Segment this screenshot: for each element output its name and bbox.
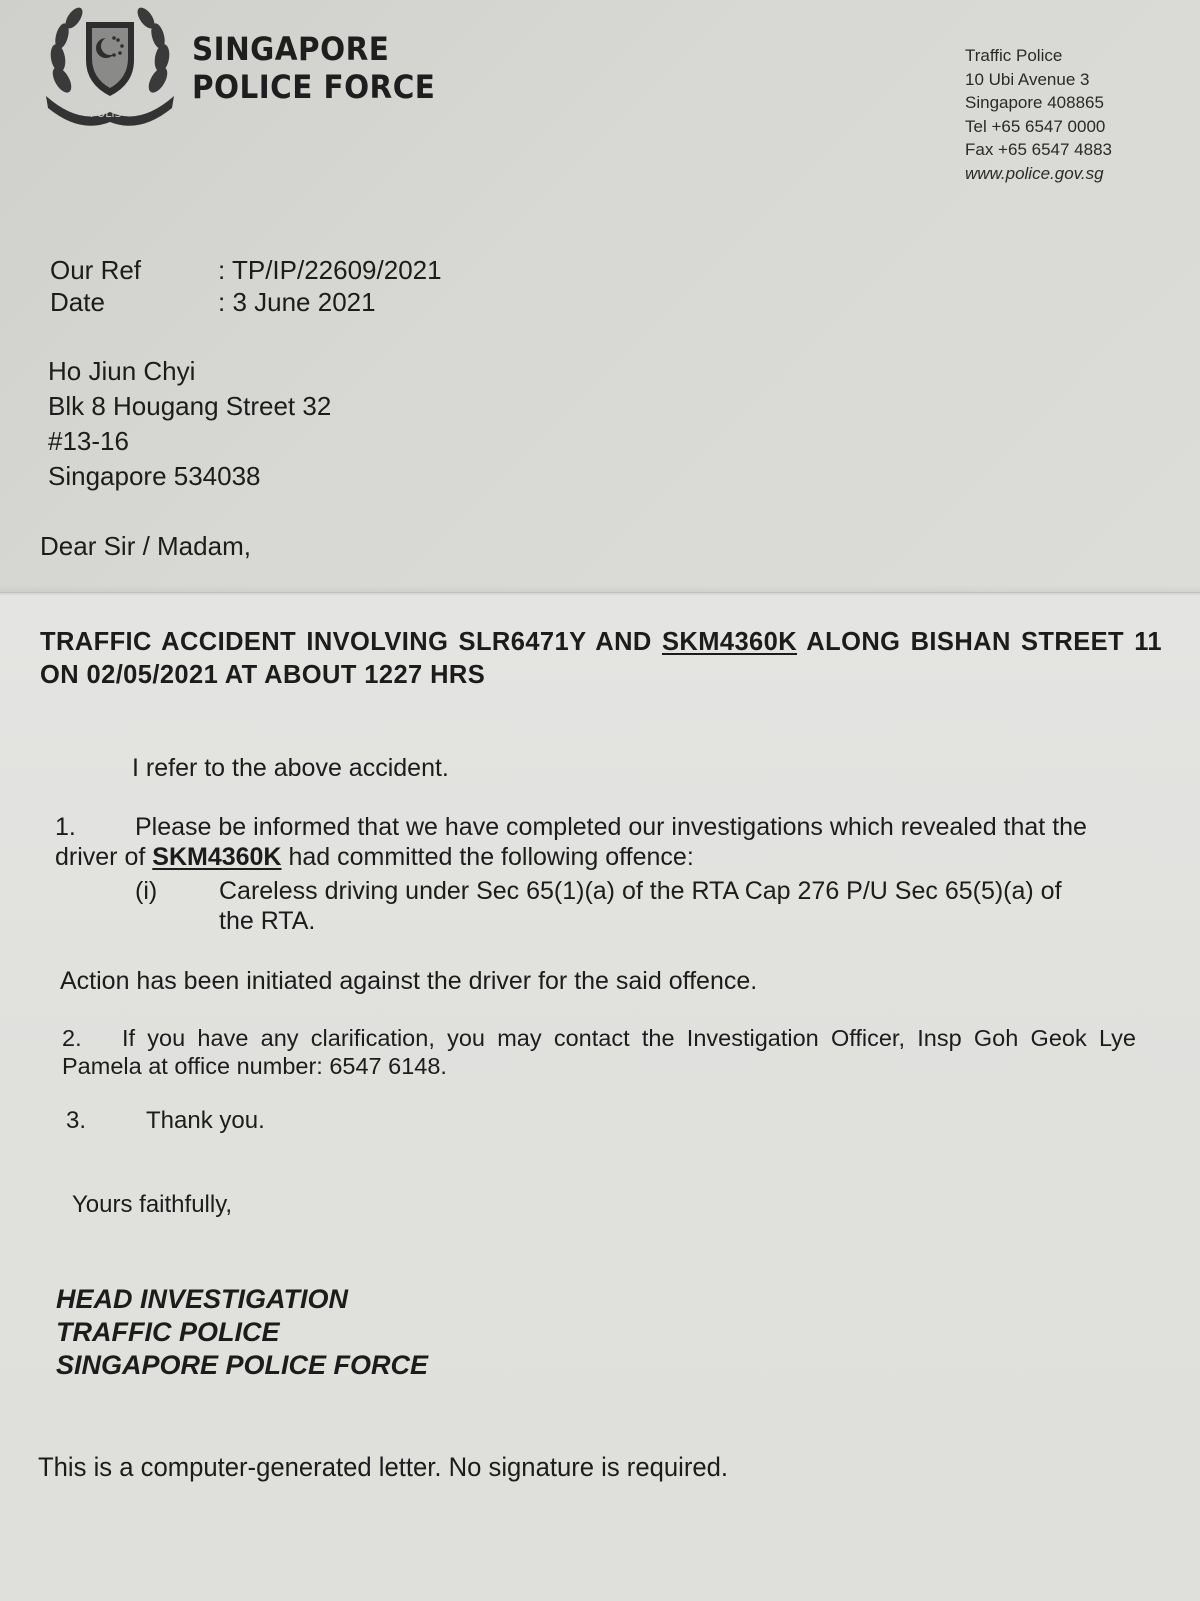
signature-line1: HEAD INVESTIGATION (56, 1284, 349, 1314)
paragraph-2-number: 2. (62, 1025, 82, 1051)
sender-dept: Traffic Police (965, 46, 1063, 65)
paragraph-1-text-b: had committed the following offence: (281, 843, 694, 871)
recipient-line2: #13-16 (48, 426, 129, 456)
signature-line2: TRAFFIC POLICE (56, 1317, 280, 1347)
sender-website: www.police.gov.sg (965, 163, 1104, 183)
signature-line3: SINGAPORE POLICE FORCE (56, 1350, 429, 1380)
paragraph-3-text: Thank you. (146, 1107, 265, 1134)
reference-block (50, 254, 442, 318)
date-value: : 3 June 2021 (218, 287, 376, 317)
page-fold-shadow (0, 585, 1200, 595)
recipient-address (48, 354, 331, 494)
org-name-line1: SINGAPORE (192, 30, 390, 68)
paragraph-1-text-a: Please be informed that we have completed our investigations which revealed that the driver of (55, 813, 1087, 871)
ref-value: : TP/IP/22609/2021 (218, 255, 442, 285)
organization-name (192, 30, 435, 106)
svg-text:POLIS: POLIS (90, 107, 122, 120)
paragraph-1-number: 1. (55, 813, 76, 841)
paragraph-refer: I refer to the above accident. (132, 754, 449, 782)
sender-city: Singapore 408865 (965, 93, 1104, 112)
ref-label: Our Ref (50, 255, 142, 285)
offence-item-text: Careless driving under Sec 65(1)(a) of the RTA Cap 276 P/U Sec 65(5)(a) of the RTA. (219, 877, 1062, 935)
signature-block (56, 1283, 428, 1382)
recipient-line3: Singapore 534038 (48, 461, 261, 491)
paragraph-action: Action has been initiated against the driver for the said offence. (60, 967, 758, 995)
paragraph-2 (62, 1024, 1136, 1080)
date-label: Date (50, 287, 105, 317)
recipient-line1: Blk 8 Hougang Street 32 (48, 391, 332, 421)
closing: Yours faithfully, (72, 1191, 233, 1218)
offence-item-number: (i) (135, 877, 158, 905)
paragraph-2-text: If you have any clarification, you may contact the Investigation Officer, Insp Goh Geok Lye Pamela at office number: 6547 6148. (62, 1025, 1136, 1079)
subject-part1: TRAFFIC ACCIDENT INVOLVING SLR6471Y AND (40, 628, 662, 656)
paragraph-3 (66, 1106, 265, 1136)
paragraph-1-vehicle: SKM4360K (152, 843, 282, 871)
sender-street: 10 Ubi Avenue 3 (965, 69, 1090, 89)
salutation: Dear Sir / Madam, (40, 531, 251, 561)
police-crest-icon (40, 0, 180, 128)
footer-note: This is a computer-generated letter. No signature is required. (38, 1452, 729, 1482)
org-name-line2: POLICE FORCE (192, 68, 436, 106)
sender-address-block (965, 44, 1112, 185)
sender-tel: Tel +65 6547 0000 (965, 116, 1106, 136)
letter-subject (40, 626, 1162, 692)
paragraph-3-number: 3. (66, 1107, 87, 1134)
subject-part2: ALONG BISHAN STREET 11 ON 02/05/2021 AT ABOUT 1227 HRS (40, 628, 1162, 689)
sender-fax: Fax +65 6547 4883 (965, 140, 1112, 159)
paragraph-1 (55, 812, 1155, 872)
recipient-name: Ho Jiun Chyi (48, 356, 196, 386)
subject-vehicle: SKM4360K (662, 628, 798, 656)
letter-page-lower (0, 592, 1200, 1601)
